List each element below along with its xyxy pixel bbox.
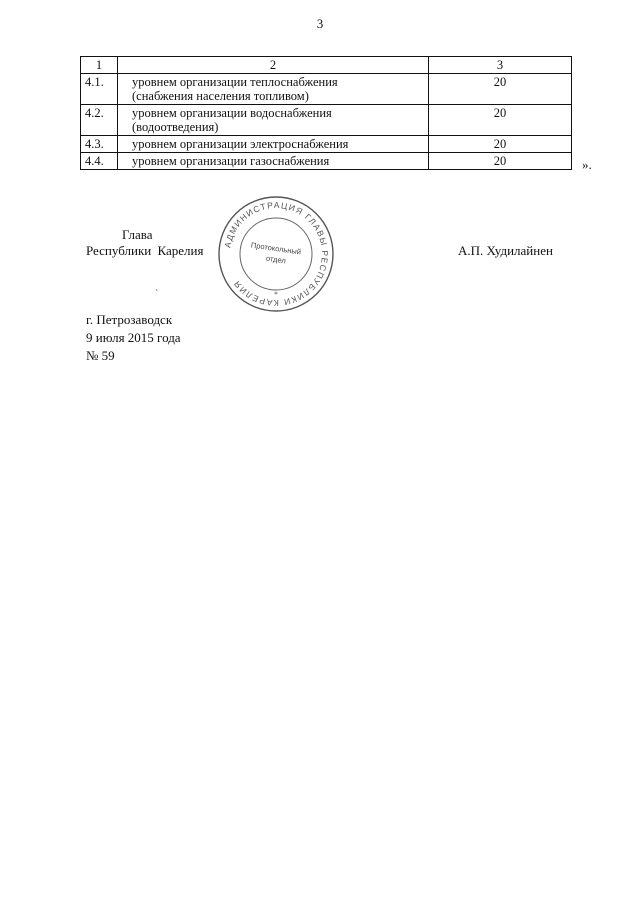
- row-score: 20: [429, 74, 572, 105]
- table-header-cell: 1: [81, 57, 118, 74]
- score-table: [80, 56, 572, 170]
- table-row: [81, 136, 572, 153]
- row-score: 20: [429, 153, 572, 170]
- official-stamp: [216, 194, 336, 314]
- row-description-line: (водоотведения): [132, 120, 219, 134]
- stamp-inner-line: отдел: [265, 253, 287, 266]
- page-number: 3: [316, 16, 324, 31]
- row-number: 4.4.: [81, 153, 118, 170]
- closing-quote: ».: [582, 157, 592, 172]
- signature-title: Республики Карелия: [86, 243, 204, 258]
- table-header-cell: 2: [118, 57, 429, 74]
- table-row: [81, 74, 572, 105]
- row-number: 4.3.: [81, 136, 118, 153]
- row-score: 20: [429, 105, 572, 136]
- table-header-cell: 3: [429, 57, 572, 74]
- footer-number: № 59: [86, 348, 115, 363]
- row-description: [118, 105, 429, 136]
- document-footer: [86, 311, 181, 365]
- row-score: 20: [429, 136, 572, 153]
- stamp-ring-text: АДМИНИСТРАЦИЯ ГЛАВЫ РЕСПУБЛИКИ КАРЕЛИЯ: [222, 199, 331, 309]
- table-row: [81, 105, 572, 136]
- row-description: [118, 74, 429, 105]
- row-description: [118, 136, 429, 153]
- footer-date: 9 июля 2015 года: [86, 330, 181, 345]
- table-row: [81, 153, 572, 170]
- row-description-line: (снабжения населения топливом): [132, 89, 309, 103]
- footer-city: г. Петрозаводск: [86, 312, 173, 327]
- row-description-line: уровнем организации теплоснабжения: [132, 75, 338, 89]
- signer-name: А.П. Худилайнен: [458, 243, 553, 258]
- row-number: 4.2.: [81, 105, 118, 136]
- row-description-line: уровнем организации водоснабжения: [132, 106, 332, 120]
- row-description-line: уровнем организации газоснабжения: [132, 154, 330, 168]
- svg-text:*: *: [274, 290, 278, 299]
- row-description-line: уровнем организации электроснабжения: [132, 137, 349, 151]
- row-description: [118, 153, 429, 170]
- stamp-inner-line: Протокольный: [250, 240, 302, 257]
- row-number: 4.1.: [81, 74, 118, 105]
- signature-label: Глава: [122, 227, 153, 242]
- table-header-row: [81, 57, 572, 74]
- stray-mark: ˋ: [155, 289, 159, 300]
